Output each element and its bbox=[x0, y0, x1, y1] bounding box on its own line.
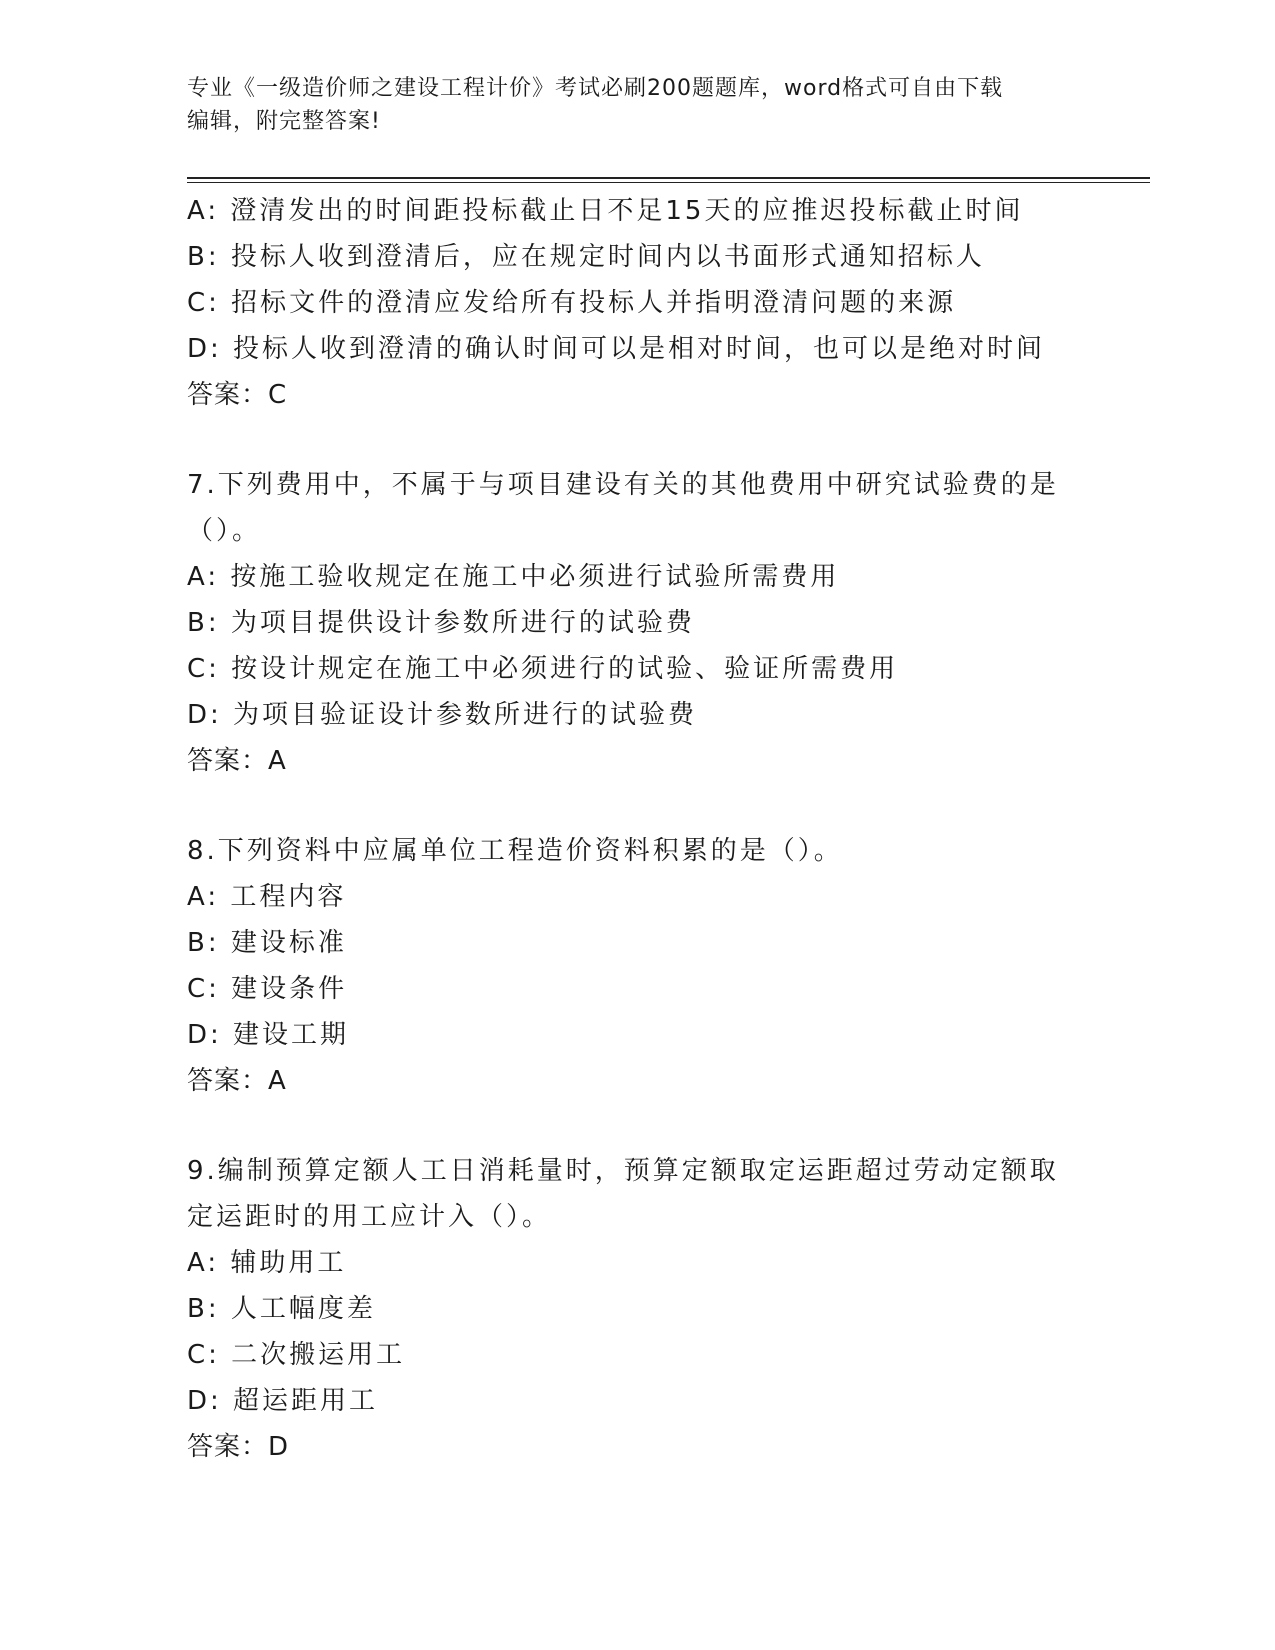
question-6-answer: 答案：C bbox=[187, 380, 288, 410]
question-7-option-c: C: 按设计规定在施工中必须进行的试验、验证所需费用 bbox=[187, 654, 899, 684]
question-8-option-d: D: 建设工期 bbox=[187, 1020, 350, 1050]
question-7-block bbox=[187, 462, 1087, 784]
question-8-block bbox=[187, 828, 1087, 1104]
header-divider-thin bbox=[187, 182, 1150, 183]
question-8-text-line-1: 8.下列资料中应属单位工程造价资料积累的是（）。 bbox=[187, 836, 843, 866]
question-8-answer: 答案：A bbox=[187, 1066, 287, 1096]
question-6-option-b: B: 投标人收到澄清后，应在规定时间内以书面形式通知招标人 bbox=[187, 242, 985, 272]
question-7-option-b: B: 为项目提供设计参数所进行的试验费 bbox=[187, 608, 695, 638]
header-line-2: 编辑，附完整答案! bbox=[187, 109, 381, 134]
question-9-block bbox=[187, 1148, 1087, 1470]
question-list bbox=[187, 188, 1087, 1470]
question-7-answer: 答案：A bbox=[187, 746, 287, 776]
question-6-block bbox=[187, 188, 1087, 418]
question-6-option-d: D: 投标人收到澄清的确认时间可以是相对时间，也可以是绝对时间 bbox=[187, 334, 1046, 364]
spacer bbox=[187, 418, 1087, 462]
question-9-option-d: D: 超运距用工 bbox=[187, 1386, 379, 1416]
document-header bbox=[187, 72, 1067, 138]
question-8-option-a: A: 工程内容 bbox=[187, 882, 347, 912]
question-9-option-b: B: 人工幅度差 bbox=[187, 1294, 376, 1324]
question-8-option-c: C: 建设条件 bbox=[187, 974, 348, 1004]
question-7-text-line-2: （）。 bbox=[187, 516, 262, 546]
question-7-option-d: D: 为项目验证设计参数所进行的试验费 bbox=[187, 700, 698, 730]
question-6-option-c: C: 招标文件的澄清应发给所有投标人并指明澄清问题的来源 bbox=[187, 288, 957, 318]
question-8-option-b: B: 建设标准 bbox=[187, 928, 347, 958]
question-7-option-a: A: 按施工验收规定在施工中必须进行试验所需费用 bbox=[187, 562, 840, 592]
spacer bbox=[187, 784, 1087, 828]
question-9-answer: 答案：D bbox=[187, 1432, 290, 1462]
question-9-text-line-1: 9.编制预算定额人工日消耗量时，预算定额取定运距超过劳动定额取 bbox=[187, 1156, 1059, 1186]
question-9-option-c: C: 二次搬运用工 bbox=[187, 1340, 406, 1370]
question-6-option-a: A: 澄清发出的时间距投标截止日不足15天的应推迟投标截止时间 bbox=[187, 196, 1024, 226]
question-9-option-a: A: 辅助用工 bbox=[187, 1248, 347, 1278]
question-9-text-line-2: 定运距时的用工应计入（）。 bbox=[187, 1202, 552, 1232]
spacer bbox=[187, 1104, 1087, 1148]
question-7-text-line-1: 7.下列费用中，不属于与项目建设有关的其他费用中研究试验费的是 bbox=[187, 470, 1059, 500]
header-line-1: 专业《一级造价师之建设工程计价》考试必刷200题题库，word格式可自由下载 bbox=[187, 76, 1004, 101]
header-divider-thick bbox=[187, 177, 1150, 179]
